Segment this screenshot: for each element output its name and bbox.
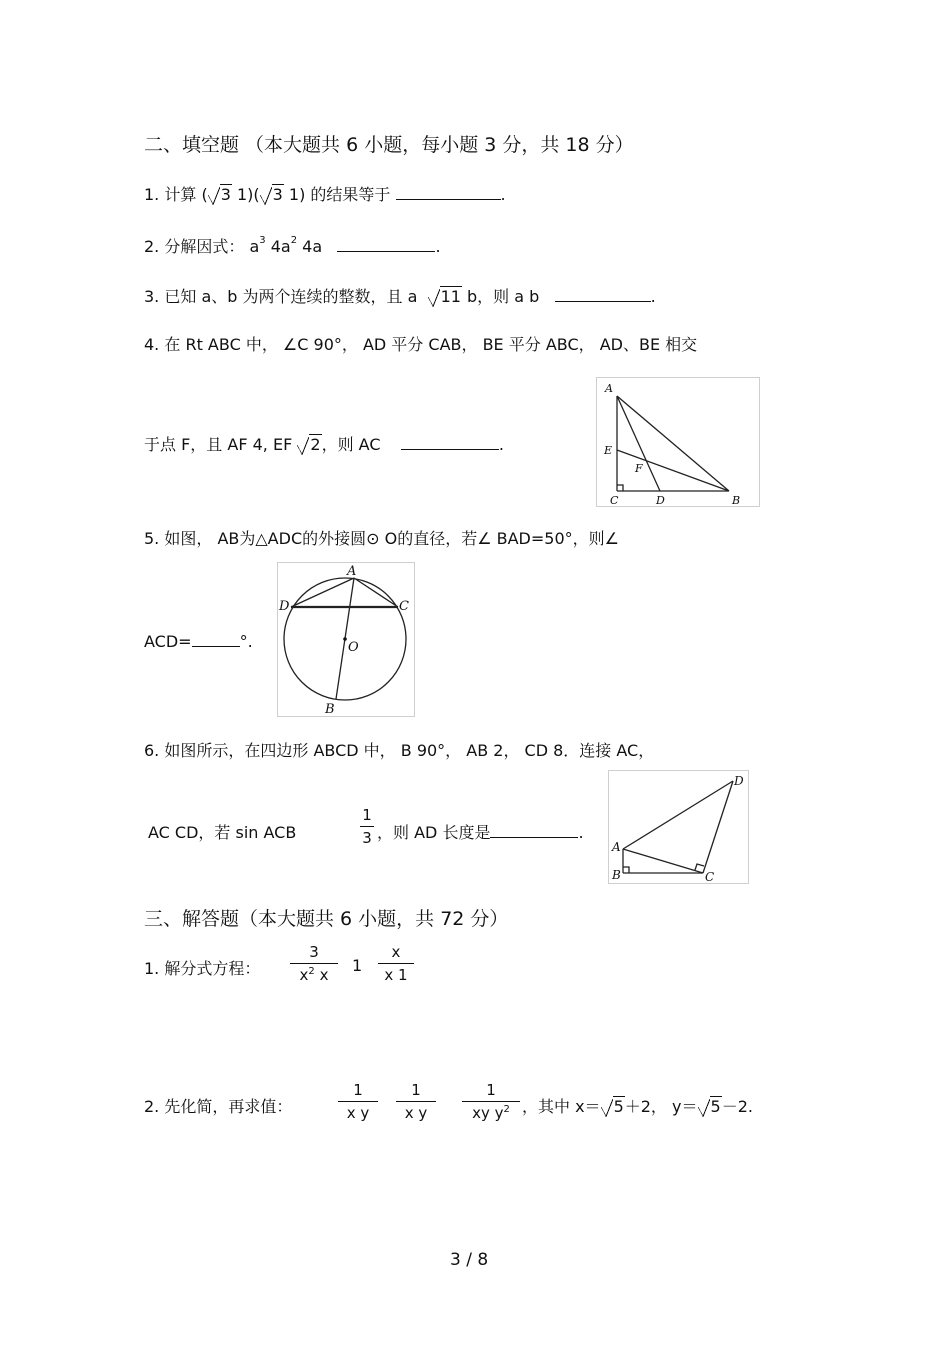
label-o: O	[348, 640, 359, 655]
question-text: AC CD，若 sin ACB	[148, 823, 297, 842]
question-text: ，其中 x＝	[522, 1097, 601, 1116]
sqrt-symbol: 2	[297, 435, 321, 454]
edge-ad	[623, 781, 733, 849]
question-2	[144, 234, 441, 257]
label-d: D	[656, 494, 665, 506]
question-4-line2	[144, 432, 504, 455]
label-c: C	[610, 494, 619, 506]
solve-2-tail	[522, 1094, 753, 1117]
answer-blank[interactable]	[337, 237, 435, 252]
question-6-line2-tail	[377, 820, 584, 843]
question-text: 已知 a、b 为两个连续的整数，且 a	[164, 287, 418, 306]
question-text: 如图所示，在四边形 ABCD 中， B 90°， AB 2， CD 8．连接 AC，	[164, 741, 655, 760]
question-6-line1	[144, 738, 654, 761]
label-b: B	[325, 702, 335, 716]
label-d: D	[734, 774, 744, 788]
label-b: B	[732, 494, 741, 506]
question-5-line1	[144, 526, 619, 549]
question-number: 1.	[144, 959, 160, 978]
fraction-x-over-x-1: x x 1	[378, 943, 414, 984]
fraction-1-over-xy-y2: 1 xy $y^2$	[462, 1081, 520, 1122]
fraction-3-over-x2-x: 3 $x^2$ x	[290, 943, 338, 984]
solve-1-label	[144, 956, 260, 979]
answer-blank[interactable]	[401, 435, 499, 450]
punctuation: .	[578, 823, 584, 842]
question-text: ＋2， y＝	[624, 1097, 698, 1116]
question-1	[144, 182, 506, 205]
punctuation: .	[498, 435, 504, 454]
fraction-one-third: 1 3	[360, 806, 374, 847]
sqrt-symbol: 5	[601, 1097, 625, 1116]
label-f: F	[635, 462, 643, 475]
question-text: 1)(	[231, 185, 260, 204]
section-title-solve: 三、解答题（本大题共 6 小题，共 72 分）	[144, 908, 509, 930]
question-text: b，则 a b	[461, 287, 540, 306]
question-number: 5.	[144, 529, 160, 548]
solve-2-label	[144, 1094, 292, 1117]
question-text: ，则 AC	[321, 435, 381, 454]
question-number: 2.	[144, 1097, 160, 1116]
question-number: 3.	[144, 287, 160, 306]
punctuation: .	[435, 237, 441, 256]
exponent: 2	[290, 235, 298, 246]
question-text: 计算 (	[164, 185, 208, 204]
answer-blank[interactable]	[192, 632, 240, 647]
question-text: 先化简，再求值：	[164, 1097, 293, 1116]
question-text: 如图， AB为△ADC的外接圆⊙ O的直径，若∠ BAD=50°，则∠	[164, 529, 619, 548]
question-text: －2.	[721, 1097, 753, 1116]
page-number: 3 / 8	[450, 1250, 489, 1270]
label-a: A	[612, 840, 621, 854]
answer-blank[interactable]	[490, 823, 578, 838]
figure-q4-triangle	[596, 377, 760, 507]
right-angle-mark-c	[695, 864, 704, 870]
question-5-line2	[144, 632, 253, 651]
answer-blank[interactable]	[555, 287, 651, 302]
label-c: C	[705, 870, 715, 883]
edge-cd	[703, 781, 733, 873]
question-text: ACD=	[144, 632, 192, 651]
label-a: A	[605, 382, 613, 395]
fraction-1-over-x-y-a: 1 x y	[338, 1081, 378, 1122]
punctuation: .	[650, 287, 656, 306]
label-c: C	[399, 599, 409, 614]
label-b: B	[612, 868, 621, 882]
center-point	[343, 637, 347, 641]
question-text: 解分式方程：	[164, 959, 261, 978]
punctuation: °.	[239, 632, 253, 651]
sqrt-symbol: 5	[698, 1097, 722, 1116]
question-6-line2	[148, 820, 296, 843]
question-text: 4a	[297, 237, 323, 256]
section-title-fill: 二、填空题 （本大题共 6 小题，每小题 3 分，共 18 分）	[144, 134, 634, 156]
right-angle-mark-b	[623, 867, 629, 873]
figure-q5-circle	[277, 562, 415, 717]
chord-ac	[354, 578, 398, 607]
solve-1-operator: 1	[352, 956, 363, 975]
fraction-1-over-x-y-b: 1 x y	[396, 1081, 436, 1122]
question-number: 6.	[144, 741, 160, 760]
question-4-line1	[144, 332, 697, 355]
punctuation: .	[500, 185, 506, 204]
label-a: A	[347, 564, 357, 579]
question-number: 1.	[144, 185, 160, 204]
sqrt-symbol: 3	[260, 185, 284, 204]
question-number: 4.	[144, 335, 160, 354]
question-3	[144, 284, 656, 307]
figure-q6-quadrilateral	[608, 770, 749, 884]
segment-ad	[617, 396, 660, 491]
question-text: 4a	[265, 237, 291, 256]
question-text: 分解因式： a	[164, 237, 260, 256]
right-angle-mark	[617, 485, 623, 491]
question-text: 于点 F，且 AF 4, EF	[144, 435, 298, 454]
segment-ac	[623, 849, 703, 873]
edge-ab	[617, 396, 729, 491]
question-text: ，则 AD 长度是	[377, 823, 491, 842]
label-d: D	[279, 599, 290, 614]
exponent: 3	[259, 235, 266, 246]
question-text: 在 Rt ABC 中， ∠C 90°， AD 平分 CAB， BE 平分 ABC， AD、BE 相交	[164, 335, 698, 354]
question-text: 1) 的结果等于	[283, 185, 391, 204]
question-number: 2.	[144, 237, 160, 256]
sqrt-symbol: 3	[208, 185, 232, 204]
segment-be	[617, 450, 729, 491]
label-e: E	[604, 444, 613, 457]
sqrt-symbol: 11	[428, 287, 462, 306]
answer-blank[interactable]	[396, 185, 501, 200]
